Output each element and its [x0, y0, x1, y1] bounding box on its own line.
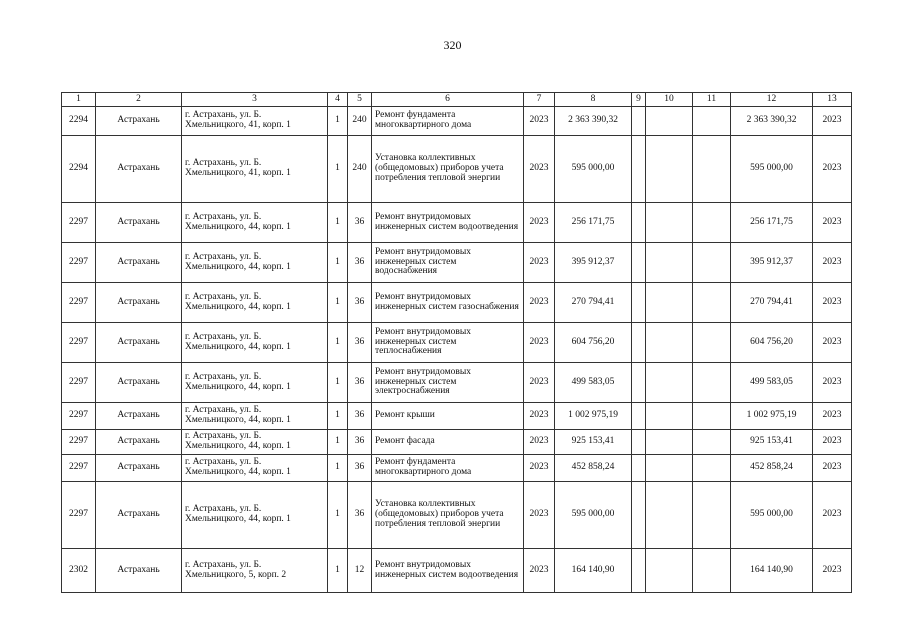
col9-cell	[632, 482, 646, 549]
total-cell: 270 794,41	[731, 283, 813, 323]
work-type-cell: Ремонт фундамента многоквартирного дома	[372, 107, 524, 136]
row-number: 2294	[62, 107, 96, 136]
col10-cell	[646, 455, 693, 482]
col10-cell	[646, 107, 693, 136]
col9-cell	[632, 323, 646, 363]
table-row	[62, 283, 852, 323]
address-cell: г. Астрахань, ул. Б. Хмельницкого, 44, корп. 1	[182, 363, 328, 403]
city-cell: Астрахань	[96, 107, 182, 136]
year-cell: 2023	[524, 363, 555, 403]
table-row	[62, 455, 852, 482]
col4-cell: 1	[328, 482, 348, 549]
col4-cell: 1	[328, 403, 348, 430]
work-type-cell: Ремонт внутридомовых инженерных систем водоотведения	[372, 549, 524, 593]
end-year-cell: 2023	[813, 482, 852, 549]
cost-cell: 595 000,00	[555, 136, 632, 203]
col11-cell	[693, 136, 731, 203]
col11-cell	[693, 455, 731, 482]
year-cell: 2023	[524, 323, 555, 363]
col10-cell	[646, 136, 693, 203]
table-row	[62, 549, 852, 593]
col11-cell	[693, 107, 731, 136]
table-row	[62, 430, 852, 455]
total-cell: 595 000,00	[731, 136, 813, 203]
cost-cell: 2 363 390,32	[555, 107, 632, 136]
total-cell: 499 583,05	[731, 363, 813, 403]
year-cell: 2023	[524, 549, 555, 593]
city-cell: Астрахань	[96, 323, 182, 363]
col11-cell	[693, 323, 731, 363]
city-cell: Астрахань	[96, 455, 182, 482]
col5-cell: 36	[348, 430, 372, 455]
table-body	[62, 107, 852, 593]
col5-cell: 36	[348, 323, 372, 363]
col11-cell	[693, 243, 731, 283]
col4-cell: 1	[328, 203, 348, 243]
col5-cell: 36	[348, 455, 372, 482]
column-header: 13	[813, 93, 852, 107]
col5-cell: 36	[348, 363, 372, 403]
col5-cell: 240	[348, 107, 372, 136]
year-cell: 2023	[524, 203, 555, 243]
column-header: 3	[182, 93, 328, 107]
city-cell: Астрахань	[96, 549, 182, 593]
col4-cell: 1	[328, 283, 348, 323]
year-cell: 2023	[524, 403, 555, 430]
col5-cell: 12	[348, 549, 372, 593]
column-header: 8	[555, 93, 632, 107]
end-year-cell: 2023	[813, 107, 852, 136]
col10-cell	[646, 549, 693, 593]
work-type-cell: Ремонт внутридомовых инженерных систем водоснабжения	[372, 243, 524, 283]
row-number: 2297	[62, 283, 96, 323]
year-cell: 2023	[524, 455, 555, 482]
end-year-cell: 2023	[813, 430, 852, 455]
city-cell: Астрахань	[96, 283, 182, 323]
cost-cell: 256 171,75	[555, 203, 632, 243]
total-cell: 604 756,20	[731, 323, 813, 363]
col9-cell	[632, 363, 646, 403]
row-number: 2297	[62, 243, 96, 283]
cost-cell: 1 002 975,19	[555, 403, 632, 430]
row-number: 2297	[62, 482, 96, 549]
table-row	[62, 107, 852, 136]
work-type-cell: Ремонт внутридомовых инженерных систем электроснабжения	[372, 363, 524, 403]
column-header: 2	[96, 93, 182, 107]
row-number: 2297	[62, 455, 96, 482]
address-cell: г. Астрахань, ул. Б. Хмельницкого, 44, корп. 1	[182, 283, 328, 323]
col9-cell	[632, 283, 646, 323]
year-cell: 2023	[524, 283, 555, 323]
column-header: 1	[62, 93, 96, 107]
table-row	[62, 363, 852, 403]
col11-cell	[693, 283, 731, 323]
end-year-cell: 2023	[813, 203, 852, 243]
work-type-cell: Установка коллективных (общедомовых) приборов учета потребления тепловой энергии	[372, 482, 524, 549]
column-header: 4	[328, 93, 348, 107]
column-header: 12	[731, 93, 813, 107]
city-cell: Астрахань	[96, 136, 182, 203]
city-cell: Астрахань	[96, 363, 182, 403]
table-header	[62, 93, 852, 107]
total-cell: 1 002 975,19	[731, 403, 813, 430]
page-number: 320	[443, 38, 462, 52]
col4-cell: 1	[328, 107, 348, 136]
capital-repair-table	[61, 92, 852, 593]
row-number: 2297	[62, 323, 96, 363]
col4-cell: 1	[328, 549, 348, 593]
year-cell: 2023	[524, 243, 555, 283]
cost-cell: 925 153,41	[555, 430, 632, 455]
total-cell: 256 171,75	[731, 203, 813, 243]
work-type-cell: Ремонт фундамента многоквартирного дома	[372, 455, 524, 482]
address-cell: г. Астрахань, ул. Б. Хмельницкого, 44, корп. 1	[182, 323, 328, 363]
row-number: 2297	[62, 203, 96, 243]
city-cell: Астрахань	[96, 430, 182, 455]
cost-cell: 452 858,24	[555, 455, 632, 482]
work-type-cell: Установка коллективных (общедомовых) приборов учета потребления тепловой энергии	[372, 136, 524, 203]
address-cell: г. Астрахань, ул. Б. Хмельницкого, 41, корп. 1	[182, 136, 328, 203]
col5-cell: 36	[348, 403, 372, 430]
work-type-cell: Ремонт внутридомовых инженерных систем водоотведения	[372, 203, 524, 243]
col10-cell	[646, 323, 693, 363]
work-type-cell: Ремонт внутридомовых инженерных систем газоснабжения	[372, 283, 524, 323]
total-cell: 452 858,24	[731, 455, 813, 482]
work-type-cell: Ремонт внутридомовых инженерных систем теплоснабжения	[372, 323, 524, 363]
city-cell: Астрахань	[96, 403, 182, 430]
cost-cell: 395 912,37	[555, 243, 632, 283]
col5-cell: 240	[348, 136, 372, 203]
end-year-cell: 2023	[813, 243, 852, 283]
city-cell: Астрахань	[96, 203, 182, 243]
col9-cell	[632, 455, 646, 482]
column-header: 9	[632, 93, 646, 107]
col11-cell	[693, 549, 731, 593]
col11-cell	[693, 203, 731, 243]
col4-cell: 1	[328, 136, 348, 203]
col10-cell	[646, 482, 693, 549]
col10-cell	[646, 430, 693, 455]
address-cell: г. Астрахань, ул. Б. Хмельницкого, 44, корп. 1	[182, 482, 328, 549]
cost-cell: 499 583,05	[555, 363, 632, 403]
column-header: 10	[646, 93, 693, 107]
total-cell: 925 153,41	[731, 430, 813, 455]
table-row	[62, 136, 852, 203]
col11-cell	[693, 363, 731, 403]
col9-cell	[632, 203, 646, 243]
table-row	[62, 403, 852, 430]
col9-cell	[632, 243, 646, 283]
col5-cell: 36	[348, 283, 372, 323]
city-cell: Астрахань	[96, 243, 182, 283]
col10-cell	[646, 403, 693, 430]
row-number: 2297	[62, 403, 96, 430]
col5-cell: 36	[348, 203, 372, 243]
col9-cell	[632, 430, 646, 455]
cost-cell: 164 140,90	[555, 549, 632, 593]
col4-cell: 1	[328, 455, 348, 482]
address-cell: г. Астрахань, ул. Б. Хмельницкого, 44, корп. 1	[182, 455, 328, 482]
work-type-cell: Ремонт фасада	[372, 430, 524, 455]
total-cell: 395 912,37	[731, 243, 813, 283]
column-header: 6	[372, 93, 524, 107]
work-type-cell: Ремонт крыши	[372, 403, 524, 430]
table-row	[62, 203, 852, 243]
col9-cell	[632, 403, 646, 430]
address-cell: г. Астрахань, ул. Б. Хмельницкого, 5, корп. 2	[182, 549, 328, 593]
col10-cell	[646, 363, 693, 403]
table-row	[62, 243, 852, 283]
end-year-cell: 2023	[813, 549, 852, 593]
col4-cell: 1	[328, 430, 348, 455]
end-year-cell: 2023	[813, 323, 852, 363]
col9-cell	[632, 549, 646, 593]
total-cell: 2 363 390,32	[731, 107, 813, 136]
total-cell: 595 000,00	[731, 482, 813, 549]
address-cell: г. Астрахань, ул. Б. Хмельницкого, 41, корп. 1	[182, 107, 328, 136]
cost-cell: 270 794,41	[555, 283, 632, 323]
col4-cell: 1	[328, 323, 348, 363]
column-header: 5	[348, 93, 372, 107]
col10-cell	[646, 203, 693, 243]
address-cell: г. Астрахань, ул. Б. Хмельницкого, 44, корп. 1	[182, 203, 328, 243]
column-header: 11	[693, 93, 731, 107]
city-cell: Астрахань	[96, 482, 182, 549]
col10-cell	[646, 243, 693, 283]
end-year-cell: 2023	[813, 363, 852, 403]
year-cell: 2023	[524, 107, 555, 136]
row-number: 2297	[62, 430, 96, 455]
end-year-cell: 2023	[813, 403, 852, 430]
col9-cell	[632, 107, 646, 136]
end-year-cell: 2023	[813, 136, 852, 203]
col4-cell: 1	[328, 243, 348, 283]
cost-cell: 595 000,00	[555, 482, 632, 549]
col5-cell: 36	[348, 243, 372, 283]
row-number: 2294	[62, 136, 96, 203]
row-number: 2302	[62, 549, 96, 593]
col9-cell	[632, 136, 646, 203]
year-cell: 2023	[524, 136, 555, 203]
col10-cell	[646, 283, 693, 323]
address-cell: г. Астрахань, ул. Б. Хмельницкого, 44, корп. 1	[182, 430, 328, 455]
row-number: 2297	[62, 363, 96, 403]
end-year-cell: 2023	[813, 455, 852, 482]
year-cell: 2023	[524, 482, 555, 549]
col11-cell	[693, 403, 731, 430]
column-header: 7	[524, 93, 555, 107]
address-cell: г. Астрахань, ул. Б. Хмельницкого, 44, корп. 1	[182, 243, 328, 283]
year-cell: 2023	[524, 430, 555, 455]
total-cell: 164 140,90	[731, 549, 813, 593]
cost-cell: 604 756,20	[555, 323, 632, 363]
address-cell: г. Астрахань, ул. Б. Хмельницкого, 44, корп. 1	[182, 403, 328, 430]
end-year-cell: 2023	[813, 283, 852, 323]
col5-cell: 36	[348, 482, 372, 549]
col11-cell	[693, 430, 731, 455]
table-row	[62, 323, 852, 363]
table-row	[62, 482, 852, 549]
col11-cell	[693, 482, 731, 549]
col4-cell: 1	[328, 363, 348, 403]
